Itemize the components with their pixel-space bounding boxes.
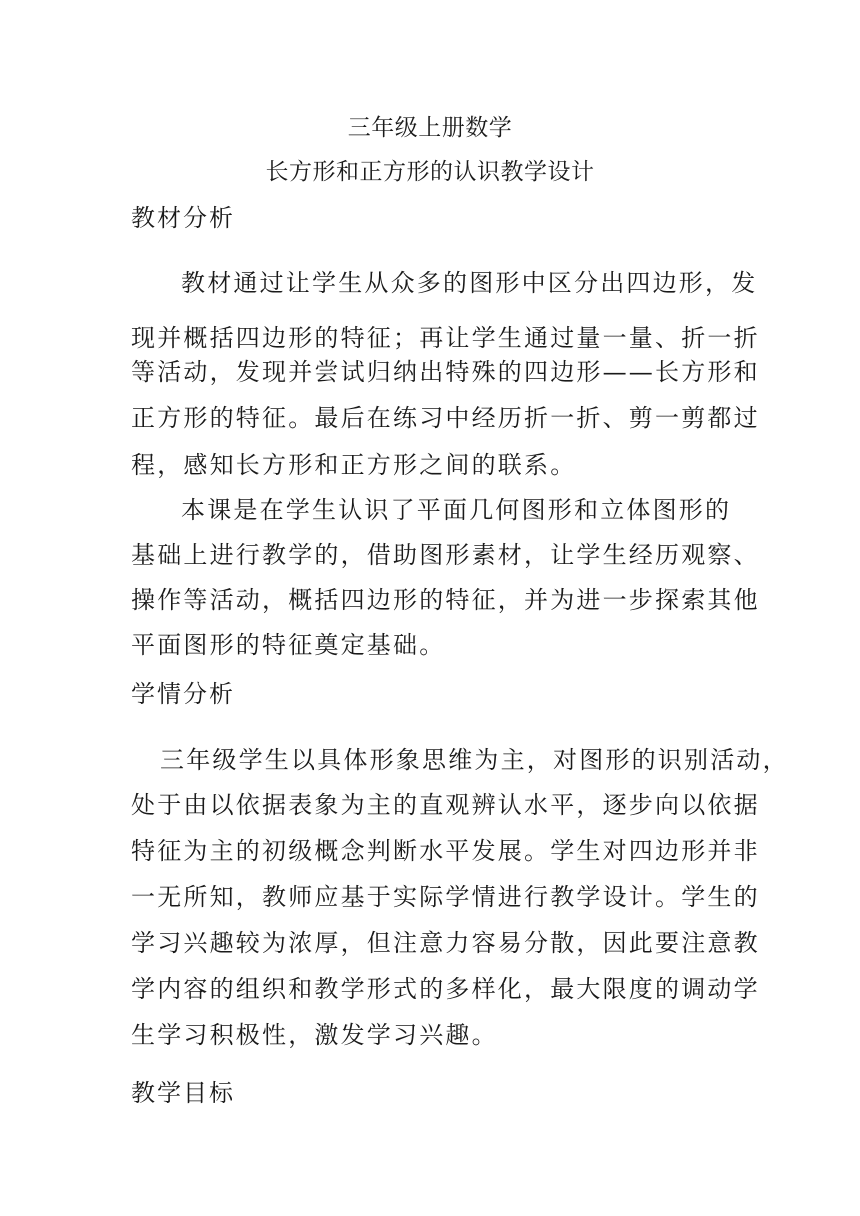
document-title: 三年级上册数学	[347, 115, 513, 141]
paragraph-line: 特征为主的初级概念判断水平发展。学生对四边形并非	[131, 837, 760, 865]
section-heading-learner-analysis: 学情分析	[131, 680, 235, 708]
paragraph-line: 处于由以依据表象为主的直观辨认水平，逐步向以依据	[131, 791, 760, 819]
paragraph-line: 三年级学生以具体形象思维为主，对图形的识别活动，	[160, 746, 789, 774]
document-subtitle: 长方形和正方形的认识教学设计	[265, 159, 595, 185]
paragraph-line: 程，感知长方形和正方形之间的联系。	[131, 451, 577, 479]
paragraph-line: 教材通过让学生从众多的图形中区分出四边形，发	[181, 269, 758, 297]
paragraph-line: 本课是在学生认识了平面几何图形和立体图形的	[181, 496, 732, 524]
paragraph-line: 基础上进行教学的，借助图形素材，让学生经历观察、	[131, 541, 760, 569]
paragraph-line: 操作等活动，概括四边形的特征，并为进一步探索其他	[131, 586, 760, 614]
paragraph-line: 一无所知，教师应基于实际学情进行教学设计。学生的	[131, 883, 760, 911]
paragraph-line: 平面图形的特征奠定基础。	[131, 631, 446, 659]
paragraph-line: 现并概括四边形的特征；再让学生通过量一量、折一折	[131, 324, 760, 352]
section-heading-textbook-analysis: 教材分析	[131, 204, 235, 232]
paragraph-line: 学习兴趣较为浓厚，但注意力容易分散，因此要注意教	[131, 929, 760, 957]
section-heading-teaching-objectives: 教学目标	[131, 1079, 235, 1107]
paragraph-line: 等活动，发现并尝试归纳出特殊的四边形——长方形和	[131, 358, 760, 386]
paragraph-line: 生学习积极性，激发学习兴趣。	[131, 1021, 498, 1049]
paragraph-line: 正方形的特征。最后在练习中经历折一折、剪一剪都过	[131, 404, 760, 432]
paragraph-line: 学内容的组织和教学形式的多样化，最大限度的调动学	[131, 975, 760, 1003]
